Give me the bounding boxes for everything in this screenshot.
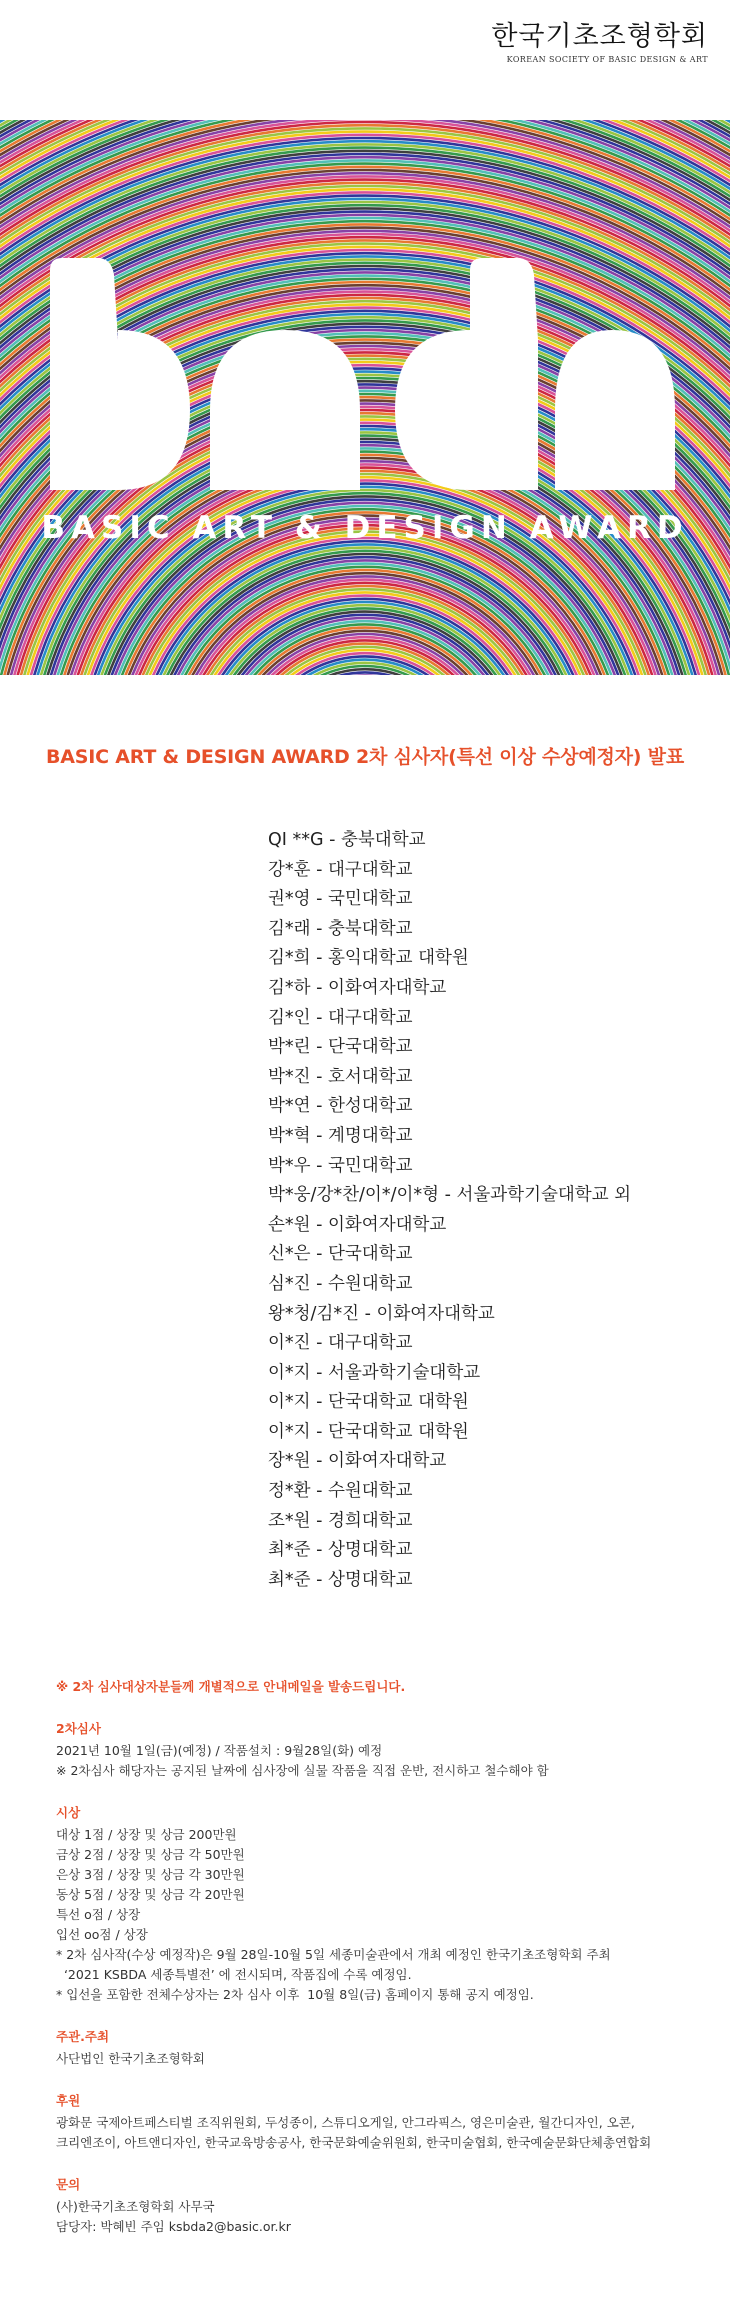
winner-item: 이*진 - 대구대학교 [268,1333,413,1354]
winner-item: 최*준 - 상명대학교 [268,1540,413,1561]
winner-item: 박*진 - 호서대학교 [268,1066,413,1087]
second-round-title: 2차심사 [56,1721,101,1736]
winner-item: 정*환 - 수원대학교 [268,1481,413,1502]
winner-item: 최*준 - 상명대학교 [268,1569,413,1590]
winner-item: 손*원 - 이화여자대학교 [268,1214,447,1235]
second-round-body: 2021년 10월 1일(금)(예정) / 작품설치 : 9월28일(화) 예정 ※ 2차심사 해당자는 공지된 날짜에 심사장에 실물 작품을 직접 운반, 전시하고 철수해야 함 [56,1743,549,1778]
contact-title: 문의 [56,2177,81,2192]
sponsors-section [56,2091,696,2153]
winner-item: 박*연 - 한성대학교 [268,1096,413,1117]
winner-item: 조*원 - 경희대학교 [268,1510,413,1531]
winner-item: 이*지 - 서울과학기술대학교 [268,1362,481,1383]
contact-body: (사)한국기초조형학회 사무국 담당자: 박혜빈 주임 ksbda2@basic.or.kr [56,2199,291,2234]
sponsors-title: 후원 [56,2093,81,2108]
awards-title: 시상 [56,1805,81,1820]
winner-item: 김*인 - 대구대학교 [268,1007,413,1028]
winner-item: 박*혁 - 계명대학교 [268,1125,413,1146]
winner-item: 권*영 - 국민대학교 [268,889,413,910]
contact-section [56,2175,696,2237]
winner-item: 심*진 - 수원대학교 [268,1273,413,1294]
winner-item: 김*희 - 홍익대학교 대학원 [268,948,469,969]
winner-item: 박*우 - 국민대학교 [268,1155,413,1176]
second-round-section [56,1719,696,1781]
logo-english: KOREAN SOCIETY OF BASIC DESIGN & ART [506,55,708,64]
hero-banner [0,110,730,675]
winner-item: 신*은 - 단국대학교 [268,1244,413,1265]
winner-item: 김*래 - 충북대학교 [268,918,413,939]
hero-artwork [0,110,730,675]
society-logo [491,14,708,64]
logo-korean: 한국기초조형학회 [491,21,708,52]
organizer-section [56,2027,696,2069]
winner-item: 강*훈 - 대구대학교 [268,859,413,880]
awards-body: 대상 1점 / 상장 및 상금 200만원 금상 2점 / 상장 및 상금 각 50만원 은상 3점 / 상장 및 상금 각 30만원 동상 5점 / 상장 및 상금 각 20만원 특선 o점 / 상장 입선 oo점 / 상장 * 2차 심사작(수상 예정작)은 9월 28일-10월 5일 세종미술관에서 개최 예정인 한국기초조형학회 주최 ‘2021 KSBDA 세종특별전’ 에 전시되며, 작품집에 수록 예정임. * 입선을 포함한 전체수상자는 2차 심사 이후 10월 8일(금) 홈페이지 통해 공지 예정임. [56,1827,611,2002]
winner-item: 왕*청/김*진 - 이화여자대학교 [268,1303,495,1324]
winner-item: 장*원 - 이화여자대학교 [268,1451,447,1472]
winner-item: 박*웅/강*찬/이*/이*형 - 서울과학기술대학교 외 [268,1185,632,1206]
organizer-body: 사단법인 한국기초조형학회 [56,2051,205,2066]
hero-tagline: BASIC ART & DESIGN AWARD [41,510,689,546]
winner-item: QI **G - 충북대학교 [268,830,426,850]
announcement-title: BASIC ART & DESIGN AWARD 2차 심사자(특선 이상 수상예정자) 발표 [46,746,684,768]
info-section [56,1677,696,2259]
organizer-title: 주관.주최 [56,2029,110,2044]
winners-list [268,826,631,1595]
top-edge [0,110,730,120]
winner-item: 이*지 - 단국대학교 대학원 [268,1421,469,1442]
awards-section [56,1803,696,2005]
winner-item: 김*하 - 이화여자대학교 [268,977,447,998]
winner-item: 이*지 - 단국대학교 대학원 [268,1392,469,1413]
email-notice: ※ 2차 심사대상자분들께 개별적으로 안내메일을 발송드립니다. [56,1679,406,1694]
winner-item: 박*린 - 단국대학교 [268,1037,413,1058]
sponsors-body: 광화문 국제아트페스티벌 조직위원회, 두성종이, 스튜디오게일, 안그라픽스, 영은미술관, 월간디자인, 오콘, 크리엔조이, 아트앤디자인, 한국교육방송공사, 한국문화예술위원회, 한국미술협회, 한국예술문화단체총연합회 [56,2115,652,2150]
